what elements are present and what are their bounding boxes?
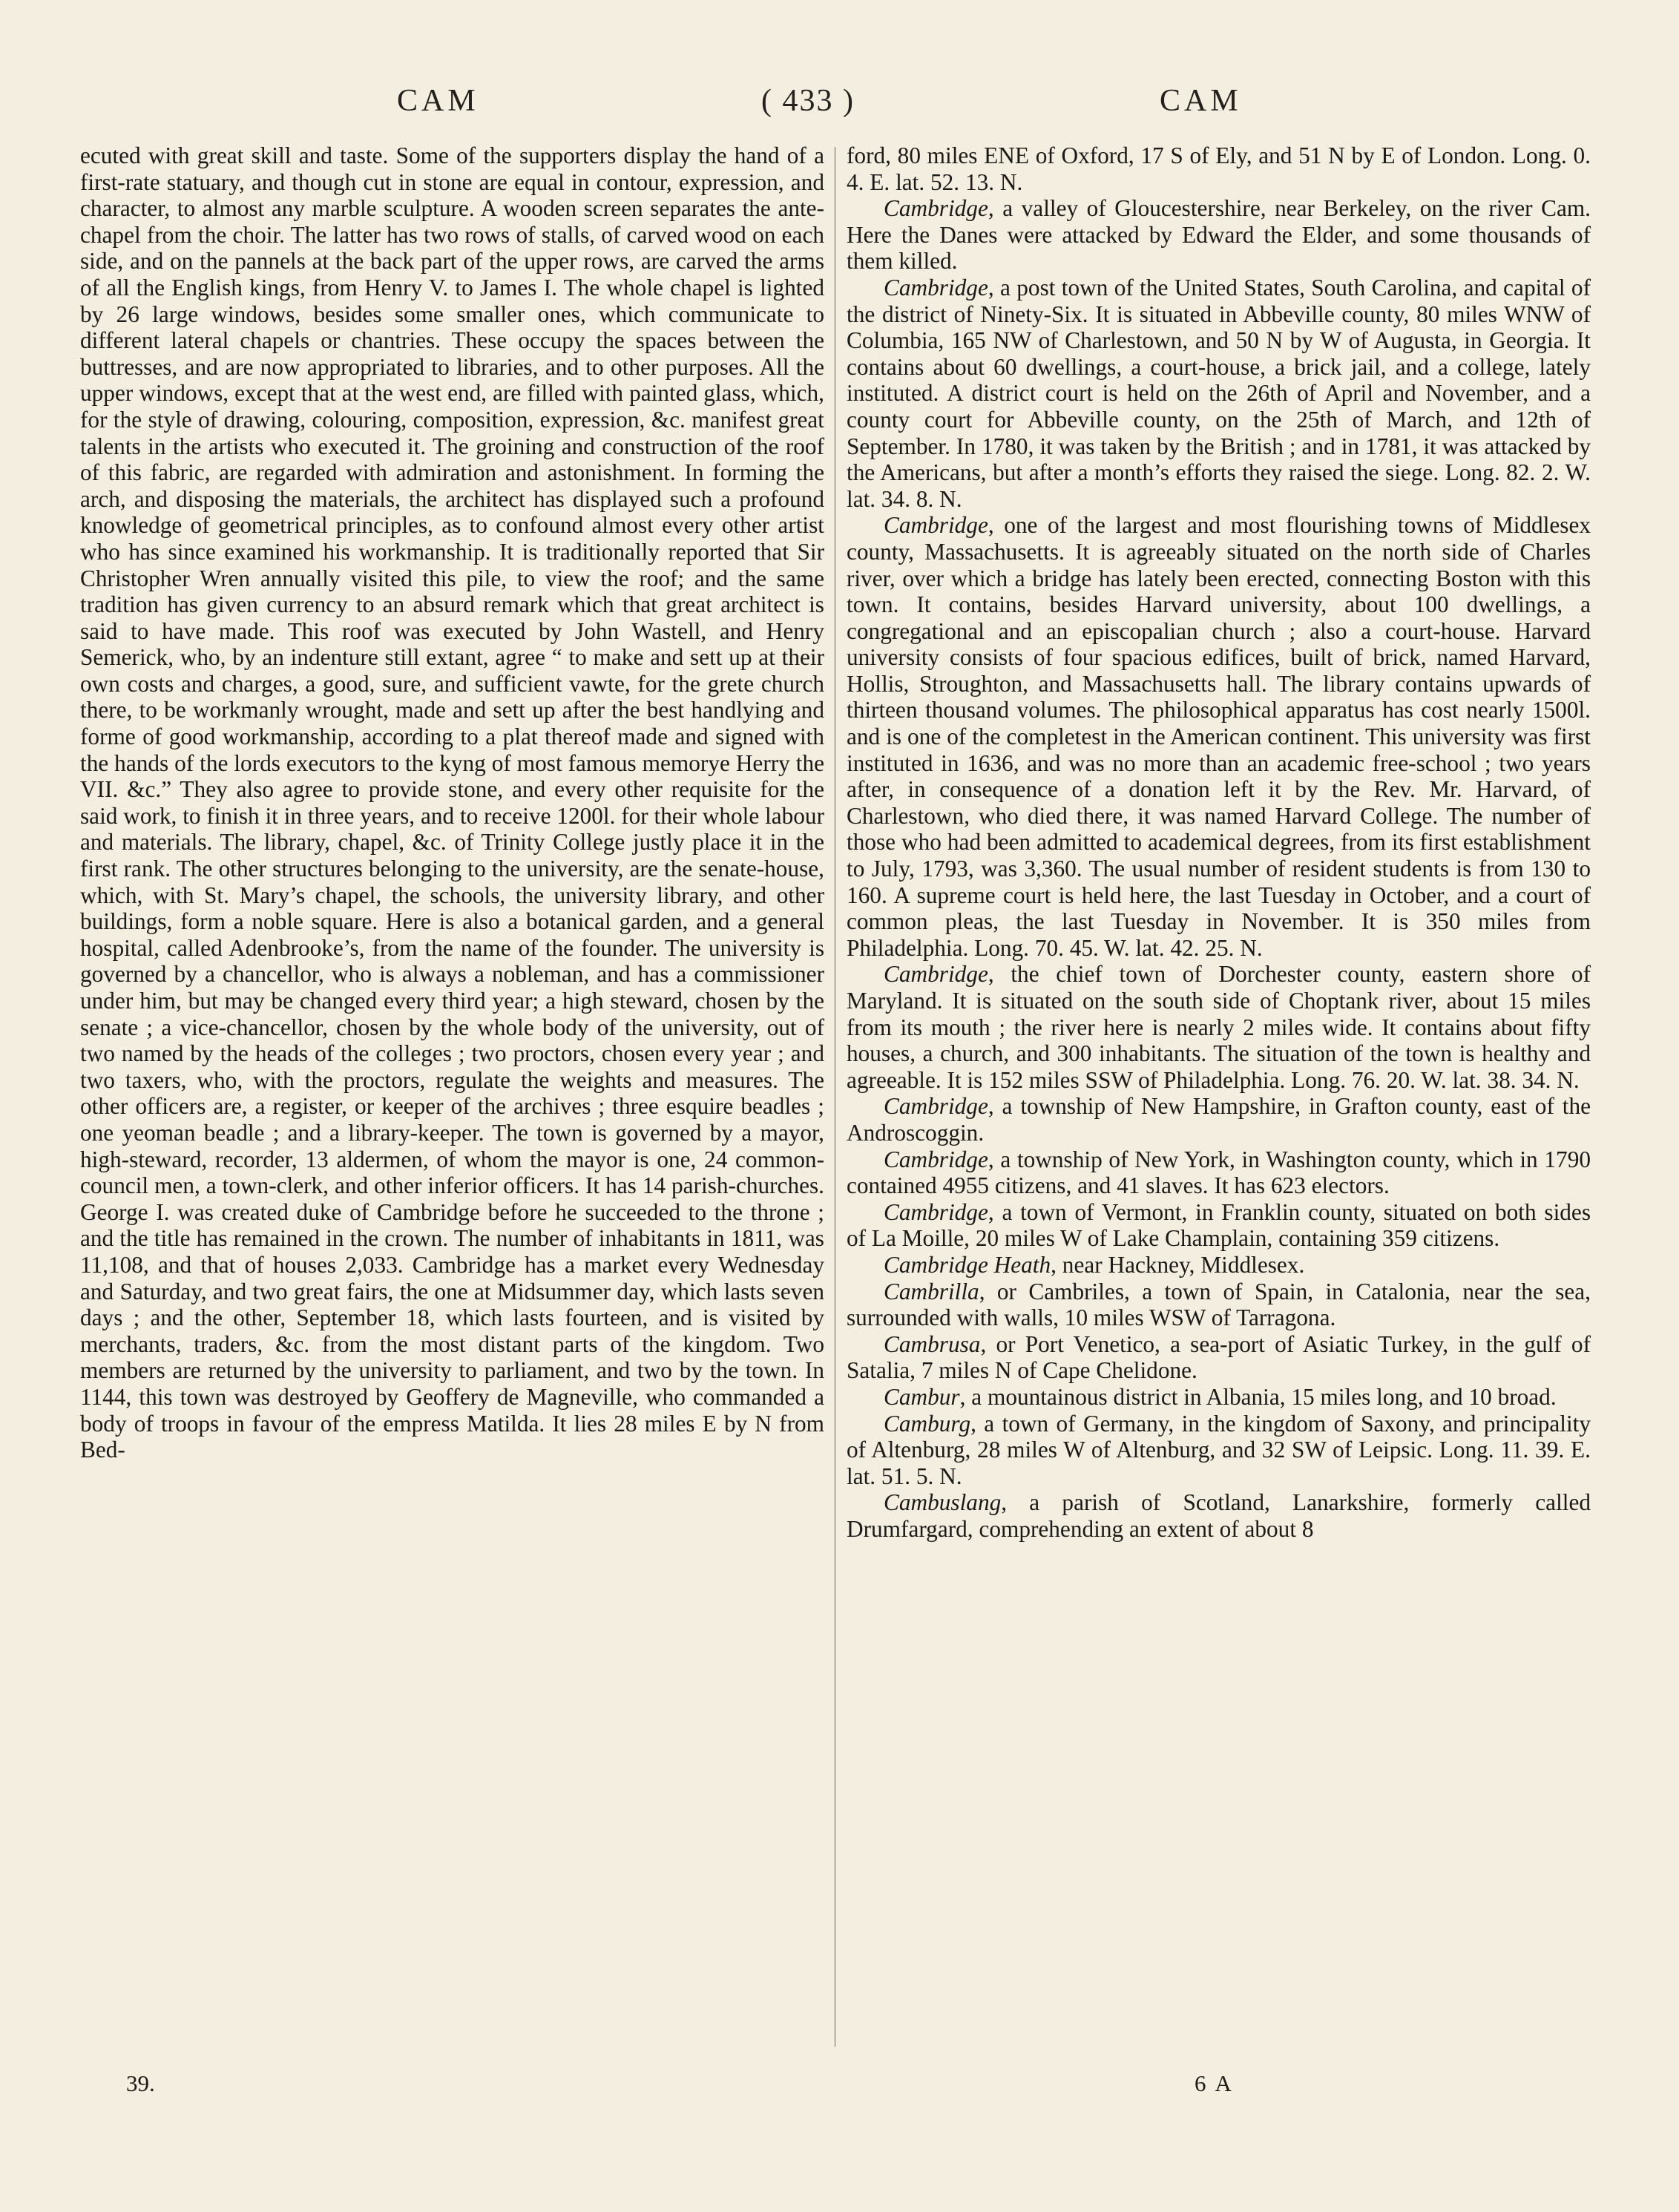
gazetteer-entry: Cambridge, a township of New York, in Washington county, which in 1790 contained 4955 citizens, and 41 slaves. It has 623 electors. [847,1146,1591,1199]
entry-headword: Cambridge Heath [884,1251,1051,1278]
running-head-left: CAM [397,84,479,118]
entry-headword: Cambridge [884,1093,988,1120]
gazetteer-entry: Cambrilla, or Cambriles, a town of Spain, in Catalonia, near the sea, surrounded with walls, 10 miles WSW of Tarragona. [847,1278,1591,1331]
gazetteer-entry: Cambrusa, or Port Venetico, a sea-port of Asiatic Turkey, in the gulf of Satalia, 7 miles N of Cape Chelidone. [847,1330,1591,1384]
gazetteer-entry: Cambridge, a town of Vermont, in Franklin county, situated on both sides of La Moille, 20 miles W of Lake Champlain, containing 359 citizens. [847,1198,1591,1252]
entry-headword: Cambur [884,1383,960,1410]
right-column [847,142,1591,1542]
left-column [80,142,824,1463]
gazetteer-entry: Cambridge, a valley of Gloucestershire, near Berkeley, on the river Cam. Here the Danes were attacked by Edward the Elder, and some thousands of them killed. [847,195,1591,275]
entry-headword: Cambrilla [884,1278,979,1304]
gazetteer-entry: ford, 80 miles ENE of Oxford, 17 S of Ely, and 51 N by E of London. Long. 0. 4. E. lat. 52. 13. N. [847,142,1591,195]
gazetteer-entry: Cambridge Heath, near Hackney, Middlesex. [884,1251,1305,1278]
gazetteer-entry: Cambridge, a township of New Hampshire, in Grafton county, east of the Androscoggin. [847,1093,1591,1146]
catchword: 6 A [1195,2070,1234,2096]
entry-headword: Cambridge [884,195,988,222]
running-head-right: CAM [1160,84,1242,118]
entry-headword: Camburg [884,1410,971,1437]
entry-headword: Cambridge [884,1198,988,1225]
entry-headword: Cambrusa [884,1330,981,1357]
gazetteer-entry: Cambuslang, a parish of Scotland, Lanarkshire, formerly called Drumfargard, comprehending an extent of about 8 [847,1489,1591,1542]
continued-paragraph: ecuted with great skill and taste. Some of the supporters display the hand of a first-rate statuary, and though cut in stone are equal in contour, expression, and character, to almost any marble sculpture. A wooden screen separates the ante-chapel from the choir. The latter has two rows of stalls, of carved wood on each side, and on the pannels at the back part of the upper rows, are carved the arms of all the English kings, from Henry V. to James I. The whole chapel is lighted by 26 large windows, besides some smaller ones, which communicate to different lateral chapels or chantries. These occupy the spaces between the buttresses, and are now appropriated to libraries, and to other purposes. All the upper windows, except that at the west end, are filled with painted glass, which, for the style of drawing, colouring, composition, expression, &c. manifest great talents in the artists who executed it. The groining and construction of the roof of this fabric, are regarded with admiration and astonishment. In forming the arch, and disposing the materials, the architect has displayed such a profound knowledge of geometrical principles, as to confound almost every other artist who has since examined his workmanship. It is traditionally reported that Sir Christopher Wren annually visited this pile, to view the roof; and the same tradition has given currency to an absurd remark which that great architect is said to have made. This roof was executed by John Wastell, and Henry Semerick, who, by an indenture still extant, agree “ to make and sett up at their own costs and charges, a good, sure, and sufficient vawte, for the grete church there, to be workmanly wrought, made and sett up after the best handlying and forme of good workmanship, according to a plat thereof made and signed with the hands of the lords executors to the kyng of most famous memorye Herry the VII. &c.” They also agree to provide stone, and every other requisite for the said work, to finish it in three years, and to receive 1200l. for their whole labour and materials. The library, chapel, &c. of Trinity College justly place it in the first rank. The other structures belonging to the university, are the senate-house, which, with St. Mary’s chapel, the schools, the university library, and other buildings, form a noble square. Here is also a botanical garden, and a general hospital, called Adenbrooke’s, from the name of the founder. The university is governed by a chancellor, who is always a nobleman, and has a commissioner under him, but may be changed every third year; a high steward, chosen by the senate ; a vice-chancellor, chosen by the whole body of the university, out of two named by the heads of the colleges ; two proctors, chosen every year ; and two taxers, who, with the proctors, regulate the weights and measures. The other officers are, a register, or keeper of the archives ; three esquire beadles ; one yeoman beadle ; and a library-keeper. The town is governed by a mayor, high-steward, recorder, 13 aldermen, of whom the mayor is one, 24 common-council men, a town-clerk, and other inferior officers. It has 14 parish-churches. George I. was created duke of Cambridge before he succeeded to the throne ; and the title has remained in the crown. The number of inhabitants in 1811, was 11,108, and that of houses 2,033. Cambridge has a market every Wednesday and Saturday, and two great fairs, the one at Midsummer day, which lasts seven days ; and the other, September 18, which lasts fourteen, and is visited by merchants, traders, &c. from the most distant parts of the kingdom. Two members are returned by the university to parliament, and two by the town. In 1144, this town was destroyed by Geoffery de Magneville, who commanded a body of troops in favour of the empress Matilda. It lies 28 miles E by N from Bed- [80,142,824,1463]
page-number: ( 433 ) [761,84,855,118]
signature-mark: 39. [126,2070,155,2096]
gazetteer-entry: Cambur, a mountainous district in Albania, 15 miles long, and 10 broad. [884,1383,1557,1410]
gazetteer-entry: Cambridge, a post town of the United States, South Carolina, and capital of the district of Ninety-Six. It is situated in Abbeville county, 80 miles WNW of Columbia, 165 NW of Charlestown, and 50 N by W of Augusta, in Georgia. It contains about 60 dwellings, a court-house, a brick jail, and a college, lately instituted. A district court is held on the 26th of April and November, and a county court for Abbeville county, on the 25th of March, and 12th of September. In 1780, it was taken by the British ; and in 1781, it was attacked by the Americans, but after a month’s efforts they raised the siege. Long. 82. 2. W. lat. 34. 8. N. [847,274,1591,512]
entry-headword: Cambuslang [884,1489,1002,1516]
entry-headword: Cambridge [884,1146,988,1172]
entry-headword: Cambridge [884,512,988,539]
entry-headword: Cambridge [884,961,988,988]
entry-headword: Cambridge [884,274,988,301]
gazetteer-entry: Camburg, a town of Germany, in the kingdom of Saxony, and principality of Altenburg, 28 miles W of Altenburg, and 32 SW of Leipsic. Long. 11. 39. E. lat. 51. 5. N. [847,1410,1591,1489]
gazetteer-entry: Cambridge, one of the largest and most flourishing towns of Middlesex county, Massachusetts. It is agreeably situated on the north side of Charles river, over which a bridge has lately been erected, connecting Boston with this town. It contains, besides Harvard university, about 100 dwellings, a congregational and an episcopalian church ; also a court-house. Harvard university consists of four spacious edifices, built of brick, named Harvard, Hollis, Stroughton, and Massachusetts hall. The library contains upwards of thirteen thousand volumes. The philosophical apparatus has cost nearly 1500l. and is one of the completest in the American continent. This university was first instituted in 1636, and was no more than an academic free-school ; two years after, in consequence of a donation left it by the Rev. Mr. Harvard, of Charlestown, who died there, it was named Harvard College. The number of those who had been admitted to academical degrees, from its first establishment to July, 1793, was 3,360. The usual number of resident students is from 130 to 160. A supreme court is held here, the last Tuesday in October, and a court of common pleas, the last Tuesday in November. It is 350 miles from Philadelphia. Long. 70. 45. W. lat. 42. 25. N. [847,512,1591,961]
gazetteer-entry: Cambridge, the chief town of Dorchester county, eastern shore of Maryland. It is situated on the south side of Choptank river, about 15 miles from its mouth ; the river here is nearly 2 miles wide. It contains about fifty houses, a church, and 300 inhabitants. The situation of the town is healthy and agreeable. It is 152 miles SSW of Philadelphia. Long. 76. 20. W. lat. 38. 34. N. [847,961,1591,1093]
